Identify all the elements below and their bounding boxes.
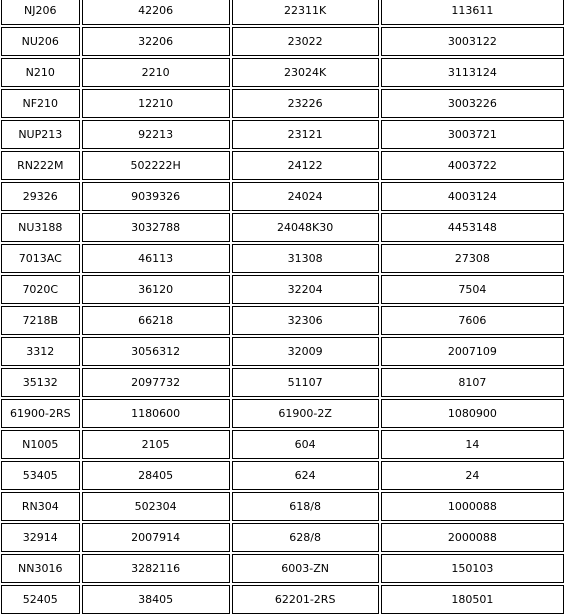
table-cell: 24122	[232, 151, 379, 180]
table-cell: 624	[232, 461, 379, 490]
table-row	[1, 27, 564, 56]
table-cell: 12210	[82, 89, 230, 118]
table-cell: 4003722	[381, 151, 564, 180]
table-row	[1, 58, 564, 87]
table-cell: 3003122	[381, 27, 564, 56]
table-row	[1, 368, 564, 397]
table-cell: 52405	[1, 585, 80, 614]
table-row	[1, 461, 564, 490]
table-cell: 3312	[1, 337, 80, 366]
table-cell: 8107	[381, 368, 564, 397]
table-cell: 604	[232, 430, 379, 459]
table-cell: 42206	[82, 0, 230, 25]
table-cell: 3056312	[82, 337, 230, 366]
table-cell: 38405	[82, 585, 230, 614]
table-row	[1, 120, 564, 149]
table-cell: NJ206	[1, 0, 80, 25]
table-cell: 36120	[82, 275, 230, 304]
table-cell: RN222M	[1, 151, 80, 180]
table-row	[1, 554, 564, 583]
table-cell: 1080900	[381, 399, 564, 428]
table-cell: NN3016	[1, 554, 80, 583]
table-cell: 32206	[82, 27, 230, 56]
table-cell: 2007914	[82, 523, 230, 552]
table-cell: 24024	[232, 182, 379, 211]
table-cell: 7606	[381, 306, 564, 335]
table-cell: 32204	[232, 275, 379, 304]
table-cell: 29326	[1, 182, 80, 211]
table-row	[1, 0, 564, 25]
table-row	[1, 213, 564, 242]
table-row	[1, 523, 564, 552]
table-cell: 23226	[232, 89, 379, 118]
table-cell: 3003226	[381, 89, 564, 118]
table-cell: 2210	[82, 58, 230, 87]
table-cell: 46113	[82, 244, 230, 273]
table-cell: 4003124	[381, 182, 564, 211]
table-row	[1, 182, 564, 211]
table-cell: 23024K	[232, 58, 379, 87]
table-row	[1, 492, 564, 521]
table-cell: 3113124	[381, 58, 564, 87]
table-cell: 2105	[82, 430, 230, 459]
table-cell: N210	[1, 58, 80, 87]
table-cell: 7218B	[1, 306, 80, 335]
table-cell: 4453148	[381, 213, 564, 242]
table-row	[1, 275, 564, 304]
table-cell: 6003-ZN	[232, 554, 379, 583]
table-cell: 9039326	[82, 182, 230, 211]
table-cell: 61900-2Z	[232, 399, 379, 428]
table-cell: 7020C	[1, 275, 80, 304]
table-cell: N1005	[1, 430, 80, 459]
table-cell: 35132	[1, 368, 80, 397]
table-cell: 502304	[82, 492, 230, 521]
table-cell: 24048K30	[232, 213, 379, 242]
table-cell: 1000088	[381, 492, 564, 521]
table-cell: 32914	[1, 523, 80, 552]
table-row	[1, 399, 564, 428]
table-cell: 2097732	[82, 368, 230, 397]
table-cell: 2007109	[381, 337, 564, 366]
table-cell: 51107	[232, 368, 379, 397]
table-cell: 113611	[381, 0, 564, 25]
table-cell: 22311K	[232, 0, 379, 25]
table-cell: 28405	[82, 461, 230, 490]
table-cell: 32306	[232, 306, 379, 335]
table-row	[1, 89, 564, 118]
table-row	[1, 306, 564, 335]
table-cell: 1180600	[82, 399, 230, 428]
table-cell: 3282116	[82, 554, 230, 583]
table-cell: RN304	[1, 492, 80, 521]
table-cell: 2000088	[381, 523, 564, 552]
table-cell: 31308	[232, 244, 379, 273]
table-cell: 502222H	[82, 151, 230, 180]
table-cell: NF210	[1, 89, 80, 118]
table-cell: 3032788	[82, 213, 230, 242]
table-cell: 7504	[381, 275, 564, 304]
table-cell: 618/8	[232, 492, 379, 521]
table-cell: 14	[381, 430, 564, 459]
table-cell: NU206	[1, 27, 80, 56]
table-cell: 7013AC	[1, 244, 80, 273]
table-cell: 66218	[82, 306, 230, 335]
table-cell: NU3188	[1, 213, 80, 242]
table-cell: 150103	[381, 554, 564, 583]
table-body	[1, 0, 564, 614]
table-cell: 53405	[1, 461, 80, 490]
table-cell: 62201-2RS	[232, 585, 379, 614]
table-cell: 3003721	[381, 120, 564, 149]
table-row	[1, 151, 564, 180]
table-cell: 628/8	[232, 523, 379, 552]
table-row	[1, 585, 564, 614]
table-cell: 23121	[232, 120, 379, 149]
table-row	[1, 337, 564, 366]
table-cell: 180501	[381, 585, 564, 614]
table-cell: 32009	[232, 337, 379, 366]
table-row	[1, 430, 564, 459]
table-cell: 24	[381, 461, 564, 490]
table-cell: 27308	[381, 244, 564, 273]
table-cell: 23022	[232, 27, 379, 56]
table-row	[1, 244, 564, 273]
table-cell: NUP213	[1, 120, 80, 149]
table-cell: 92213	[82, 120, 230, 149]
table-cell: 61900-2RS	[1, 399, 80, 428]
